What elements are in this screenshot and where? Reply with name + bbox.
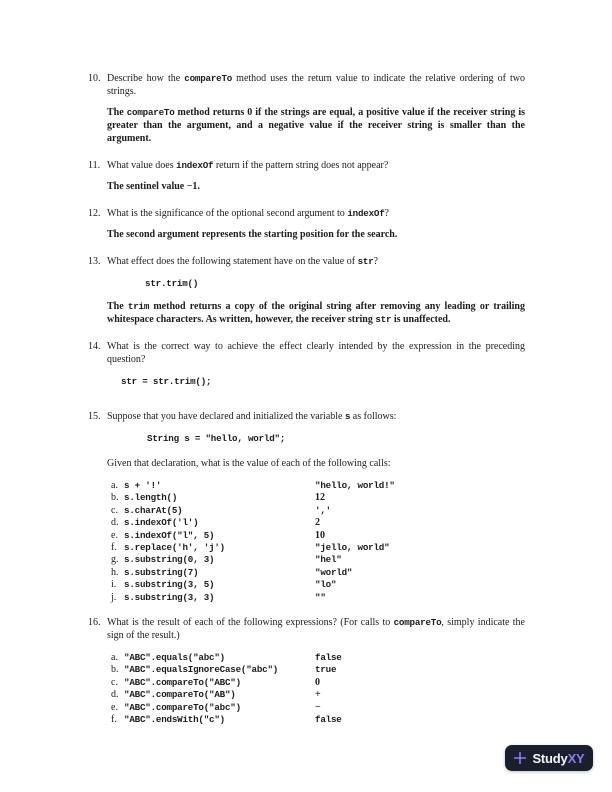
- call-result-row: [111, 592, 525, 604]
- item-number: 15.: [88, 411, 101, 422]
- text-segment: What is the result of each of the following expressions? (For calls to: [107, 617, 394, 629]
- row-letter: f.: [111, 714, 117, 726]
- call-expression: s.indexOf("l", 5): [124, 529, 215, 541]
- question-followup-text: [107, 457, 525, 470]
- call-result: false: [315, 714, 342, 726]
- call-result: "world": [315, 566, 353, 578]
- call-result: "jello, world": [315, 542, 390, 554]
- call-expression: "ABC".compareTo("AB"): [124, 689, 236, 701]
- call-result: true: [315, 664, 337, 676]
- question-item-12: [88, 207, 525, 243]
- text-segment: as follows:: [350, 411, 397, 422]
- row-letter: b.: [111, 492, 119, 504]
- text-segment: The sentinel value −1.: [107, 181, 200, 192]
- call-expression: s.substring(7): [124, 566, 199, 578]
- answer-text: [107, 228, 525, 241]
- call-result: −: [315, 701, 321, 713]
- text-segment: What is the correct way to achieve the effect clearly intended by the expression in the preceding question?: [107, 341, 525, 365]
- call-result: false: [315, 652, 342, 664]
- call-result-row: [111, 664, 525, 676]
- item-number: 14.: [88, 341, 101, 352]
- question-text: [107, 255, 525, 268]
- call-expression: "ABC".endsWith("c"): [124, 714, 225, 726]
- row-letter: a.: [111, 480, 118, 491]
- text-segment: What value does: [107, 160, 177, 171]
- row-letter: c.: [111, 504, 118, 516]
- call-expression: s.charAt(5): [124, 504, 183, 516]
- text-segment: method returns 0 if the strings are equal, a positive value if the receiver string is greater than the argument, and a negative value if the receiver string is smaller than the argument.: [107, 107, 526, 144]
- question-item-11: [88, 159, 525, 195]
- plus-icon: [513, 751, 527, 765]
- row-letter: b.: [111, 664, 119, 676]
- call-result-row: [111, 554, 525, 566]
- item-number: 10.: [88, 73, 101, 84]
- call-expression: s + '!': [124, 480, 162, 491]
- call-result-row: [111, 492, 525, 504]
- text-segment: What is the significance of the optional second argument to: [107, 208, 348, 219]
- page-content: [88, 72, 525, 739]
- question-text: [107, 159, 525, 172]
- text-segment: The: [107, 107, 127, 118]
- answer-text: [107, 106, 525, 145]
- row-letter: e.: [111, 529, 118, 541]
- row-letter: a.: [111, 652, 118, 664]
- call-result: ',': [315, 504, 331, 516]
- question-item-16: [88, 616, 525, 726]
- logo-text-xy: XY: [567, 750, 585, 766]
- text-segment: Suppose that you have declared and initialized the variable: [107, 411, 345, 422]
- call-result-row: [111, 652, 525, 664]
- code-snippet: str = str.trim();: [121, 376, 212, 387]
- call-result: "hel": [315, 554, 342, 566]
- answer-text: [107, 300, 525, 326]
- row-letter: d.: [111, 517, 119, 529]
- row-letter: g.: [111, 554, 119, 566]
- question-item-15: [88, 410, 525, 604]
- call-result-list: [111, 652, 525, 726]
- question-text: [107, 410, 525, 423]
- call-result: +: [315, 689, 321, 701]
- call-result: 10: [315, 529, 325, 541]
- call-result-list: [111, 480, 525, 604]
- call-result-row: [111, 480, 525, 492]
- call-expression: s.substring(0, 3): [124, 554, 215, 566]
- item-number: 11.: [88, 160, 101, 171]
- question-text: [107, 207, 525, 220]
- text-segment: compareTo: [126, 107, 175, 118]
- call-expression: s.substring(3, 3): [124, 591, 215, 603]
- call-expression: s.substring(3, 5): [124, 579, 215, 591]
- row-letter: f.: [111, 542, 117, 554]
- call-result-row: [111, 677, 525, 689]
- call-expression: s.length(): [124, 492, 178, 504]
- call-result-row: [111, 689, 525, 701]
- text-segment: The second argument represents the starting position for the search.: [107, 229, 398, 240]
- item-number: 13.: [88, 256, 101, 267]
- call-result-row: [111, 567, 525, 579]
- row-letter: d.: [111, 689, 119, 701]
- text-segment: The: [107, 301, 128, 312]
- call-result: "hello, world!": [315, 480, 395, 491]
- call-result: 12: [315, 492, 325, 504]
- row-letter: e.: [111, 701, 118, 713]
- item-number: 16.: [88, 617, 101, 629]
- text-segment: method returns a copy of the original string after removing any leading or trailing whitespace characters. As written, however, the receiver string: [107, 301, 525, 325]
- call-result-row: [111, 542, 525, 554]
- text-segment: compareTo: [184, 73, 233, 84]
- text-segment: Given that declaration, what is the value of each of the following calls:: [107, 458, 391, 469]
- code-snippet: String s = "hello, world";: [147, 433, 286, 444]
- row-letter: j.: [111, 591, 117, 603]
- text-segment: Describe how the: [107, 73, 185, 84]
- call-result-row: [111, 714, 525, 726]
- text-segment: trim: [127, 301, 150, 312]
- text-segment: ?: [373, 256, 378, 267]
- text-segment: indexOf: [176, 160, 214, 171]
- call-expression: "ABC".compareTo("ABC"): [124, 676, 241, 688]
- row-letter: i.: [111, 579, 117, 591]
- question-text: [107, 72, 525, 98]
- question-text: [107, 616, 525, 642]
- studyxy-logo-badge: [505, 745, 593, 771]
- row-letter: c.: [111, 676, 118, 688]
- call-expression: s.replace('h', 'j'): [124, 542, 225, 554]
- text-segment: str: [357, 256, 374, 267]
- text-segment: What effect does the following statement have on the value of: [107, 256, 358, 267]
- question-item-13: [88, 255, 525, 328]
- call-result-row: [111, 530, 525, 542]
- text-segment: method uses the return value to indicate the relative ordering of two strings.: [107, 73, 525, 97]
- call-result: 2: [315, 517, 320, 529]
- text-segment: indexOf: [347, 208, 385, 219]
- call-expression: "ABC".equals("abc"): [124, 652, 225, 664]
- call-expression: "ABC".compareTo("abc"): [124, 701, 241, 713]
- text-segment: ?: [384, 208, 389, 219]
- text-segment: compareTo: [393, 617, 442, 629]
- question-text: [107, 340, 525, 366]
- call-result-row: [111, 702, 525, 714]
- question-item-10: [88, 72, 525, 147]
- text-segment: return if the pattern string does not appear?: [213, 160, 389, 171]
- text-segment: is unaffected.: [391, 314, 451, 325]
- text-segment: , simply indicate the sign of the result.): [107, 617, 525, 642]
- call-expression: "ABC".equalsIgnoreCase("abc"): [124, 664, 279, 676]
- call-result: "": [315, 591, 326, 603]
- text-segment: s: [344, 411, 351, 422]
- logo-text-study: Study: [532, 750, 568, 766]
- code-snippet: str.trim(): [145, 278, 199, 289]
- call-result-row: [111, 517, 525, 529]
- call-result-row: [111, 579, 525, 591]
- logo-text: [532, 752, 584, 765]
- call-result: "lo": [315, 579, 337, 591]
- call-result-row: [111, 505, 525, 517]
- item-number: 12.: [88, 208, 101, 219]
- call-expression: s.indexOf('l'): [124, 517, 199, 529]
- text-segment: str: [375, 314, 392, 325]
- call-result: 0: [315, 676, 320, 688]
- row-letter: h.: [111, 566, 119, 578]
- question-item-14: [88, 340, 525, 398]
- answer-text: [107, 180, 525, 193]
